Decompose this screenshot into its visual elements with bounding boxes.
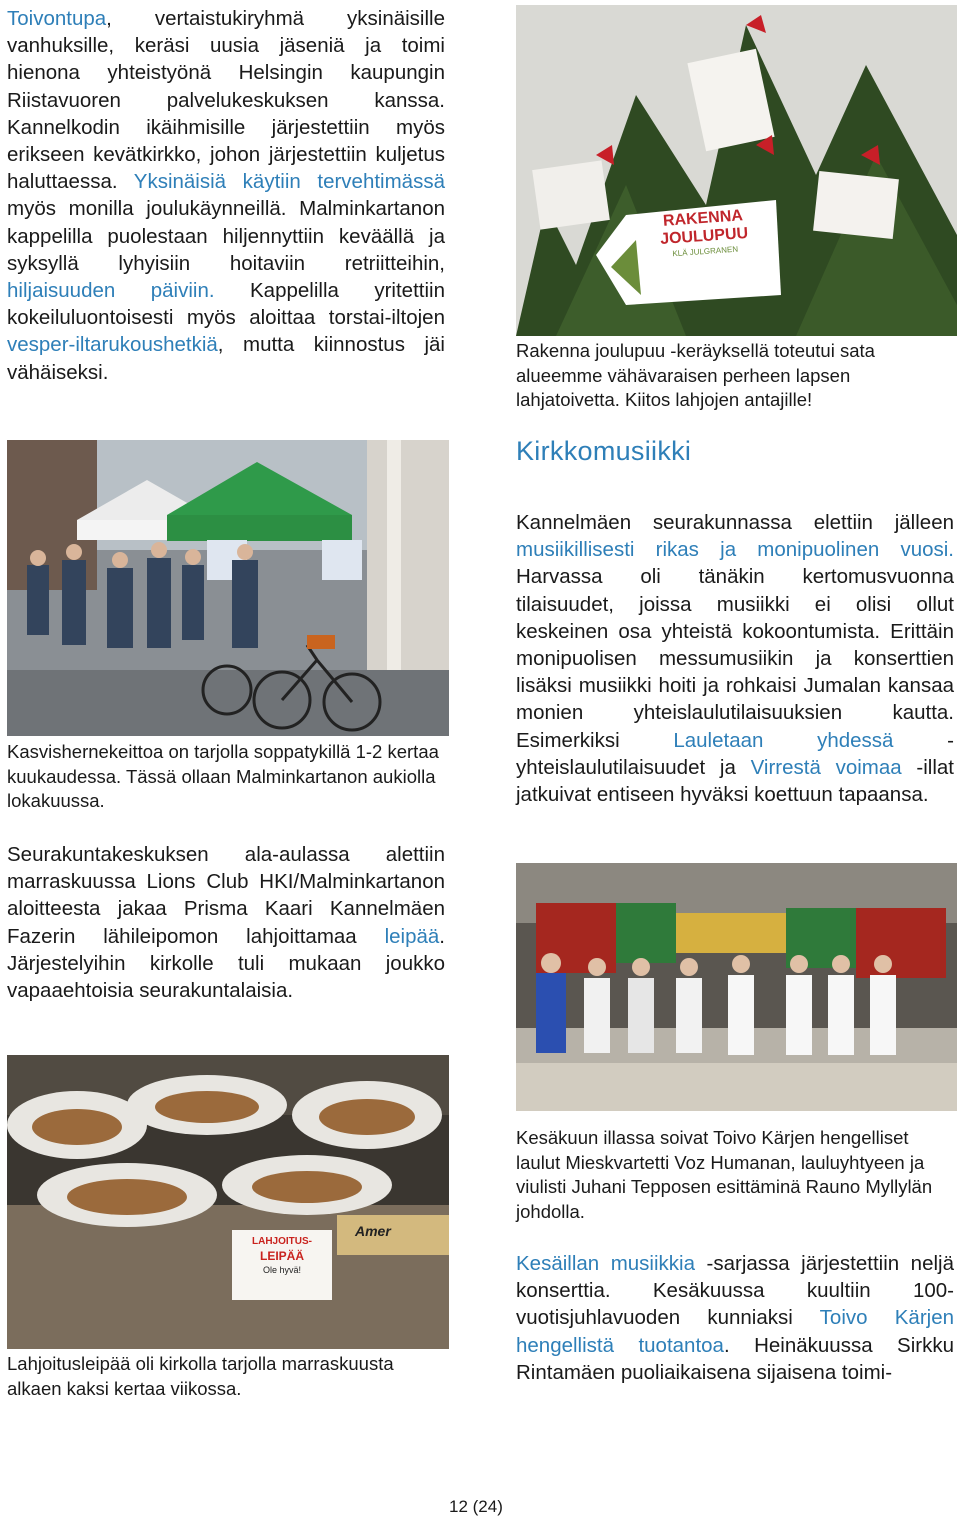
caption-bread: Lahjoitusleipää oli kirkolla tarjolla marraskuusta alkaen kaksi kertaa viikossa. — [7, 1353, 394, 1399]
link-kesaillan-musiikkia[interactable]: Kesäillan musiikkia — [516, 1252, 695, 1275]
photo-soup-tent — [7, 440, 449, 736]
box-label: Amer — [355, 1223, 391, 1239]
paragraph-kirkkomusiikki — [516, 509, 954, 808]
tree-tag — [642, 206, 765, 262]
text-span: Harvassa oli tänäkin kertomusvuonna tilaisuudet, joissa musiikki ei olisi ollut keskeinen osa yhteistä kokoontumista. Erittäin monipuolisen messumusiikin ja konserttien lisäksi musiikki hoiti ja rohkaisi Jumalan kansaa monien yhteislaulutilaisuuksien kautta. Esimerkiksi — [516, 565, 954, 752]
text-span: -yhteislaulutilaisuudet ja — [516, 728, 954, 779]
tag-line-3: KLÄ JULGRANEN — [672, 244, 739, 259]
link-toivo-karjen[interactable]: Toivo Kärjen hengellistä tuotantoa — [516, 1306, 955, 1357]
section-heading-kirkkomusiikki: Kirkkomusiikki — [516, 436, 692, 466]
text-span: Seurakuntakeskuksen ala-aulassa alettiin marraskuussa Lions Club HKI/Malminkartanon aloitteesta jakaa Prisma Kaari Kannelmäen Fazerin lähileipomon lahjoittamaa — [7, 843, 445, 948]
page-number: 12 (24) — [449, 1497, 503, 1516]
link-vesper[interactable]: vesper-iltarukoushetkiä — [7, 333, 218, 357]
sign-line-2: LEIPÄÄ — [259, 1249, 304, 1263]
text-span: , vertaistukiryhmä yksinäisille vanhuksille, keräsi uusia jäseniä ja toimi hienona yhteistyönä Helsingin kaupungin Riistavuoren palvelukeskuksen kanssa. Kannelkodin ikäihmisille järjestettiin myös erikseen kevätkirkko, johon järjestettiin kuljetus haluttaessa. — [7, 7, 445, 194]
link-lauletaan-yhdessa[interactable]: Lauletaan yhdessä — [673, 728, 894, 752]
photo-christmas-tree — [516, 5, 957, 336]
caption-concert: Kesäkuun illassa soivat Toivo Kärjen hengelliset laulut Mieskvartetti Voz Humanan, lauluyhtyeen ja viulisti Juhani Tepposen esittäminä Rauno Myllylän johdolla. — [516, 1127, 933, 1222]
tag-line-1: RAKENNA — [662, 207, 744, 230]
photo-concert — [516, 863, 957, 1111]
link-leipaa[interactable]: leipää — [384, 924, 440, 948]
caption-tree: Rakenna joulupuu -keräyksellä toteutui sata alueemme vähävaraisen perheen lapsen lahjatoivetta. Kiitos lahjojen antajille! — [516, 340, 875, 410]
tag-line-2: JOULUPUU — [659, 224, 749, 249]
sign-line-3: Ole hyvä! — [262, 1265, 302, 1275]
text-span: Kannelmäen seurakunnassa elettiin jälleen — [516, 511, 954, 534]
text-span: myös monilla joulukäynneillä. Malminkartanon kappelilla puolestaan hiljennyttiin keväällä ja syksyllä lyhyisiin hoitaviin retriitteihin, — [7, 197, 445, 275]
link-hiljaisuuden-paivat[interactable]: hiljaisuuden päiviin. — [7, 279, 215, 303]
caption-soup: Kasvishernekeittoa on tarjolla soppatykillä 1-2 kertaa kuukaudessa. Tässä ollaan Malminkartanon aukiolla lokakuussa. — [7, 741, 439, 811]
paragraph-kesaillan-musiikkia — [516, 1250, 954, 1386]
text-span: . Järjestelyihin kirkolle tuli mukaan joukko vapaaehtoisia seurakuntalaisia. — [7, 924, 445, 1003]
paragraph-toivontupa — [7, 5, 445, 386]
text-span: -sarjassa järjestettiin neljä konserttia. Kesäkuussa kuultiin 100-vuotisjuhlavuoden kunniaksi — [516, 1252, 954, 1330]
link-yksinaisia[interactable]: Yksinäisiä käytiin tervehtimässä — [133, 170, 445, 194]
text-span: Kappelilla yritettiin kokeiluluontoisesti myös aloittaa torstai-iltojen — [7, 279, 445, 330]
link-musiikillisesti[interactable]: musiikillisesti rikas ja monipuolinen vuosi. — [516, 538, 954, 562]
text-span: , mutta kiinnostus jäi vähäiseksi. — [7, 333, 445, 384]
link-virresta-voimaa[interactable]: Virrestä voimaa — [750, 755, 902, 779]
sign-line-1: LAHJOITUS- — [252, 1236, 312, 1247]
photo-bread-table — [7, 1055, 449, 1349]
link-toivontupa[interactable]: Toivontupa — [7, 7, 107, 30]
text-span: -illat jatkuivat entiseen hyväksi koettuun tapaansa. — [516, 755, 954, 807]
text-span: . Heinäkuussa Sirkku Rintamäen puoliaikaisena sijaisena toimi- — [516, 1333, 954, 1384]
paragraph-bread — [7, 841, 445, 1004]
bread-sign — [233, 1235, 331, 1277]
